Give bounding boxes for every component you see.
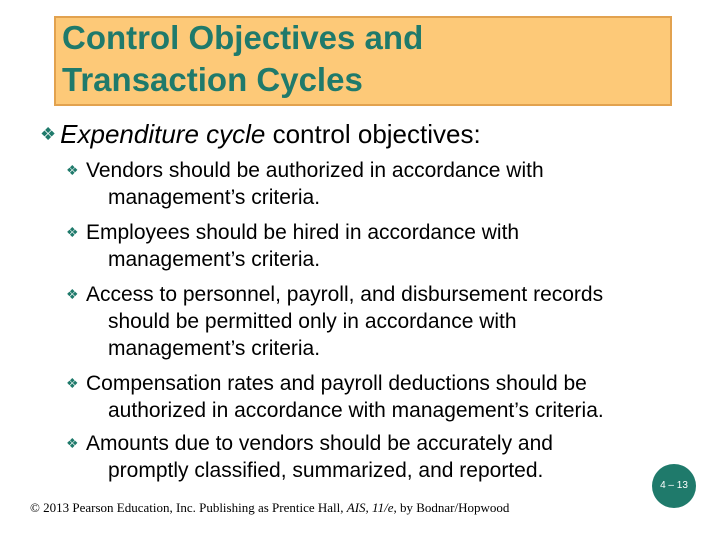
list-item [66,371,587,396]
list-item-line: Amounts due to vendors should be accurately and [86,432,553,455]
list-item-line: Employees should be hired in accordance with [86,221,520,244]
title-box [54,16,672,106]
footer-text-pre: © 2013 Pearson Education, Inc. Publishing as Prentice Hall, [30,500,347,515]
list-item-continuation: should be permitted only in accordance with [108,310,517,333]
list-item [66,220,520,245]
list-item-continuation: management’s criteria. [108,248,321,271]
main-bullet-text: control objectives: [265,119,481,149]
list-item [66,431,553,456]
list-item [66,282,604,307]
list-item-continuation: management’s criteria. [108,337,321,360]
bullet-icon: ❖ [66,162,79,178]
list-item-continuation: management’s criteria. [108,186,321,209]
slide-title-line-2: Transaction Cycles [62,61,363,98]
main-bullet [40,118,481,150]
footer-text-post: , by Bodnar/Hopwood [393,500,510,515]
bullet-icon: ❖ [66,286,79,302]
slide-title-line-1: Control Objectives and [62,19,424,56]
bullet-icon: ❖ [66,435,79,451]
bullet-icon: ❖ [66,224,79,240]
page-number-badge: 4 – 13 [652,464,696,508]
footer-copyright [30,500,509,516]
footer-text-italic: AIS, 11/e [346,500,394,515]
list-item-line: Vendors should be authorized in accordance with [86,159,544,182]
list-item-line: Access to personnel, payroll, and disbursement records [86,283,604,306]
main-bullet-italic: Expenditure cycle [60,119,266,149]
list-item-continuation: authorized in accordance with management’s criteria. [108,399,604,422]
list-item-line: Compensation rates and payroll deductions should be [86,372,587,395]
bullet-icon: ❖ [40,124,57,144]
bullet-icon: ❖ [66,375,79,391]
list-item [66,158,544,183]
list-item-continuation: promptly classified, summarized, and reported. [108,459,544,482]
